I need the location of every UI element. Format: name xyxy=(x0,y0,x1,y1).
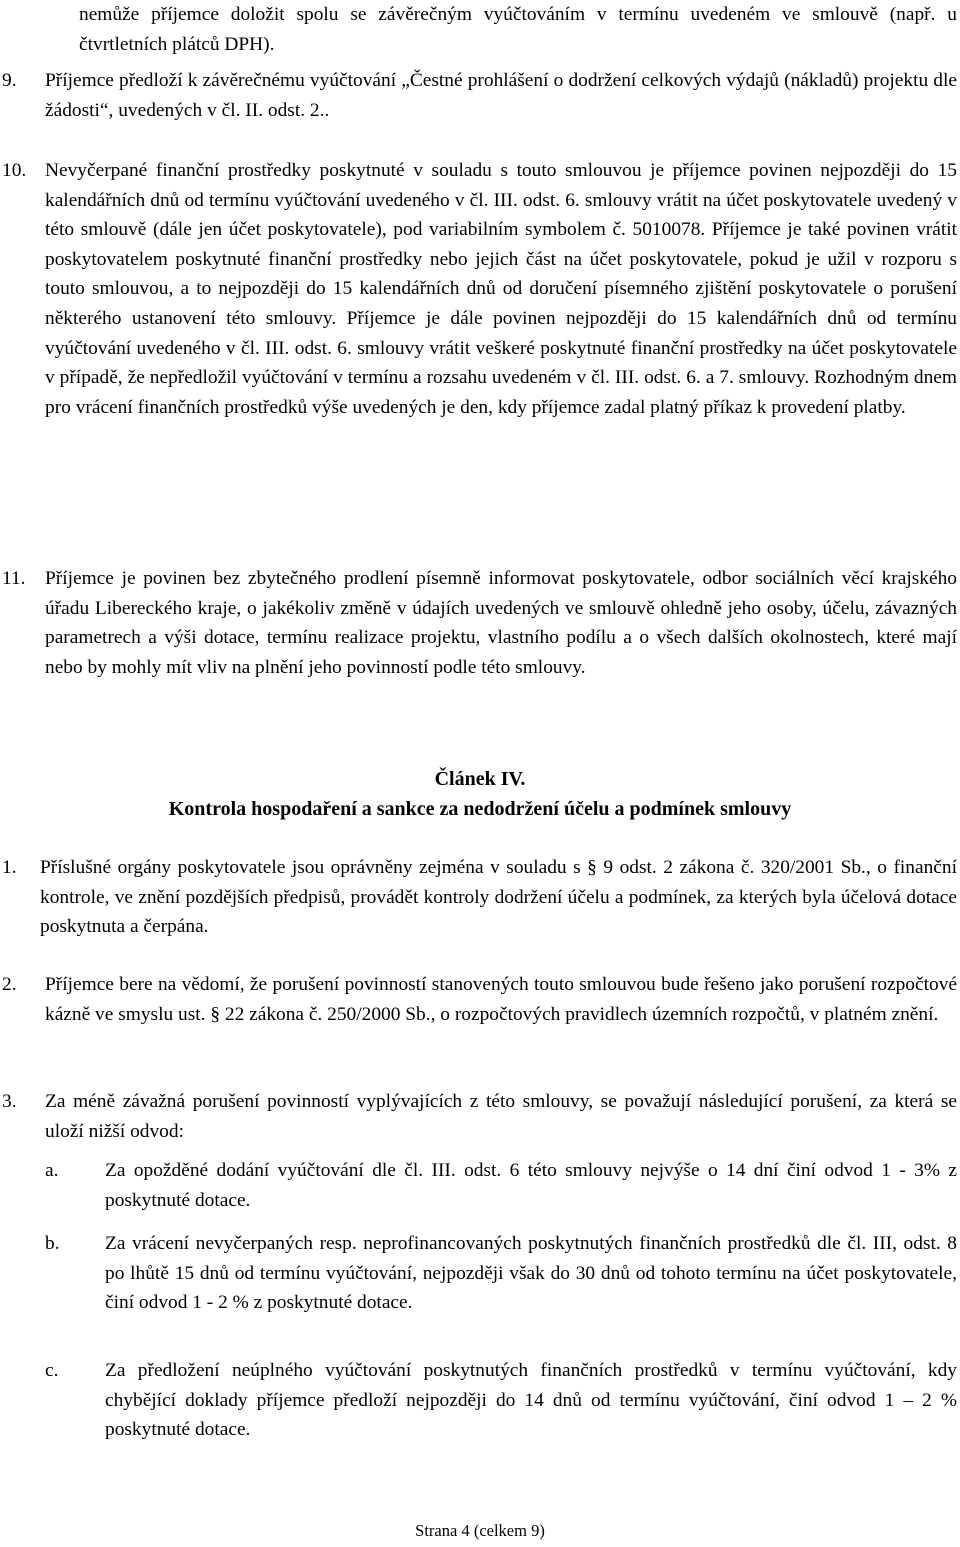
article-subheading: Kontrola hospodaření a sankce za nedodržení účelu a podmínek smlouvy xyxy=(168,798,792,820)
item-10-number: 10. xyxy=(2,160,27,181)
article-item-1-text: Příslušné orgány poskytovatele jsou oprávněny zejména v souladu s § 9 odst. 2 zákona č. 320/2001 Sb., o finanční kontrole, ve znění pozdějších předpisů, provádět kontroly dodržení účelu a podmínek, za kterých byla účelová dotace poskytnuta a čerpána. xyxy=(40,857,957,938)
subitem-a-letter: a. xyxy=(45,1160,59,1181)
article-item-2-text: Příjemce bere na vědomí, že porušení povinností stanovených touto smlouvou bude řešeno jako porušení rozpočtové kázně ve smyslu ust. § 22 zákona č. 250/2000 Sb., o rozpočtových pravidlech územních rozpočtů, v platném znění. xyxy=(45,974,957,1025)
paragraph-8-tail: nemůže příjemce doložit spolu se závěrečným vyúčtováním v termínu uvedeném ve smlouvě (např. u čtvrtletních plátců DPH). xyxy=(79,4,957,55)
subitem-a-text: Za opožděné dodání vyúčtování dle čl. III. odst. 6 této smlouvy nejvýše o 14 dní činí odvod 1 - 3% z poskytnuté dotace. xyxy=(105,1160,957,1211)
item-11-text: Příjemce je povinen bez zbytečného prodlení písemně informovat poskytovatele, odbor sociálních věcí krajského úřadu Libereckého kraje, o jakékoliv změně v údajích uvedených ve smlouvě ohledně jeho osoby, účelu, závazných parametrech a výši dotace, termínu realizace projektu, vlastního podílu a o všech dalších okolnostech, které mají nebo by mohly mít vliv na plnění jeho povinností podle této smlouvy. xyxy=(45,568,957,678)
item-9-text: Příjemce předloží k závěrečnému vyúčtování „Čestné prohlášení o dodržení celkových výdajů (nákladů) projektu dle žádosti“, uvedených v čl. II. odst. 2.. xyxy=(45,70,957,121)
article-item-1-number: 1. xyxy=(2,857,17,878)
page-footer: Strana 4 (celkem 9) xyxy=(415,1521,545,1540)
subitem-b-text: Za vrácení nevyčerpaných resp. neprofinancovaných poskytnutých finančních prostředků dle čl. III, odst. 8 po lhůtě 15 dnů od termínu vyúčtování, nejpozději však do 30 dnů od tohoto termínu na účet poskytovatele, činí odvod 1 - 2 % z poskytnuté dotace. xyxy=(105,1233,957,1314)
subitem-c-letter: c. xyxy=(45,1360,59,1381)
article-item-3-number: 3. xyxy=(2,1091,17,1112)
subitem-b-letter: b. xyxy=(45,1233,60,1254)
item-9-number: 9. xyxy=(2,70,17,91)
item-10-text: Nevyčerpané finanční prostředky poskytnuté v souladu s touto smlouvou je příjemce povinen nejpozději do 15 kalendářních dnů od termínu vyúčtování uvedeného v čl. III. odst. 6. smlouvy vrátit na účet poskytovatele uvedený v této smlouvě (dále jen účet poskytovatele), pod variabilním symbolem č. 5010078. Příjemce je také povinen vrátit poskytovatelem poskytnuté finanční prostředky nebo jejich část na účet poskytovatele, pokud je užil v rozporu s touto smlouvou, a to nejpozději do 15 kalendářních dnů od doručení písemného zjištění poskytovatele o porušení některého ustanovení této smlouvy. Příjemce je dále povinen nejpozději do 15 kalendářních dnů od termínu vyúčtování uvedeného v čl. III. odst. 6. smlouvy vrátit veškeré poskytnuté finanční prostředky na účet poskytovatele v případě, že nepředložil vyúčtování v termínu a rozsahu uvedeném v čl. III. odst. 6. a 7. smlouvy. Rozhodným dnem pro vrácení finančních prostředků výše uvedených je den, kdy příjemce zadal platný příkaz k provedení platby. xyxy=(45,160,957,418)
item-11-number: 11. xyxy=(2,568,26,589)
subitem-c-text: Za předložení neúplného vyúčtování poskytnutých finančních prostředků v termínu vyúčtování, kdy chybějící doklady příjemce předloží nejpozději do 14 dnů od termínu vyúčtování, činí odvod 1 – 2 % poskytnuté dotace. xyxy=(105,1360,957,1441)
article-item-2-number: 2. xyxy=(2,974,17,995)
article-heading: Článek IV. xyxy=(434,768,526,790)
article-item-3-text: Za méně závažná porušení povinností vyplývajících z této smlouvy, se považují následující porušení, za která se uloží nižší odvod: xyxy=(45,1091,957,1142)
